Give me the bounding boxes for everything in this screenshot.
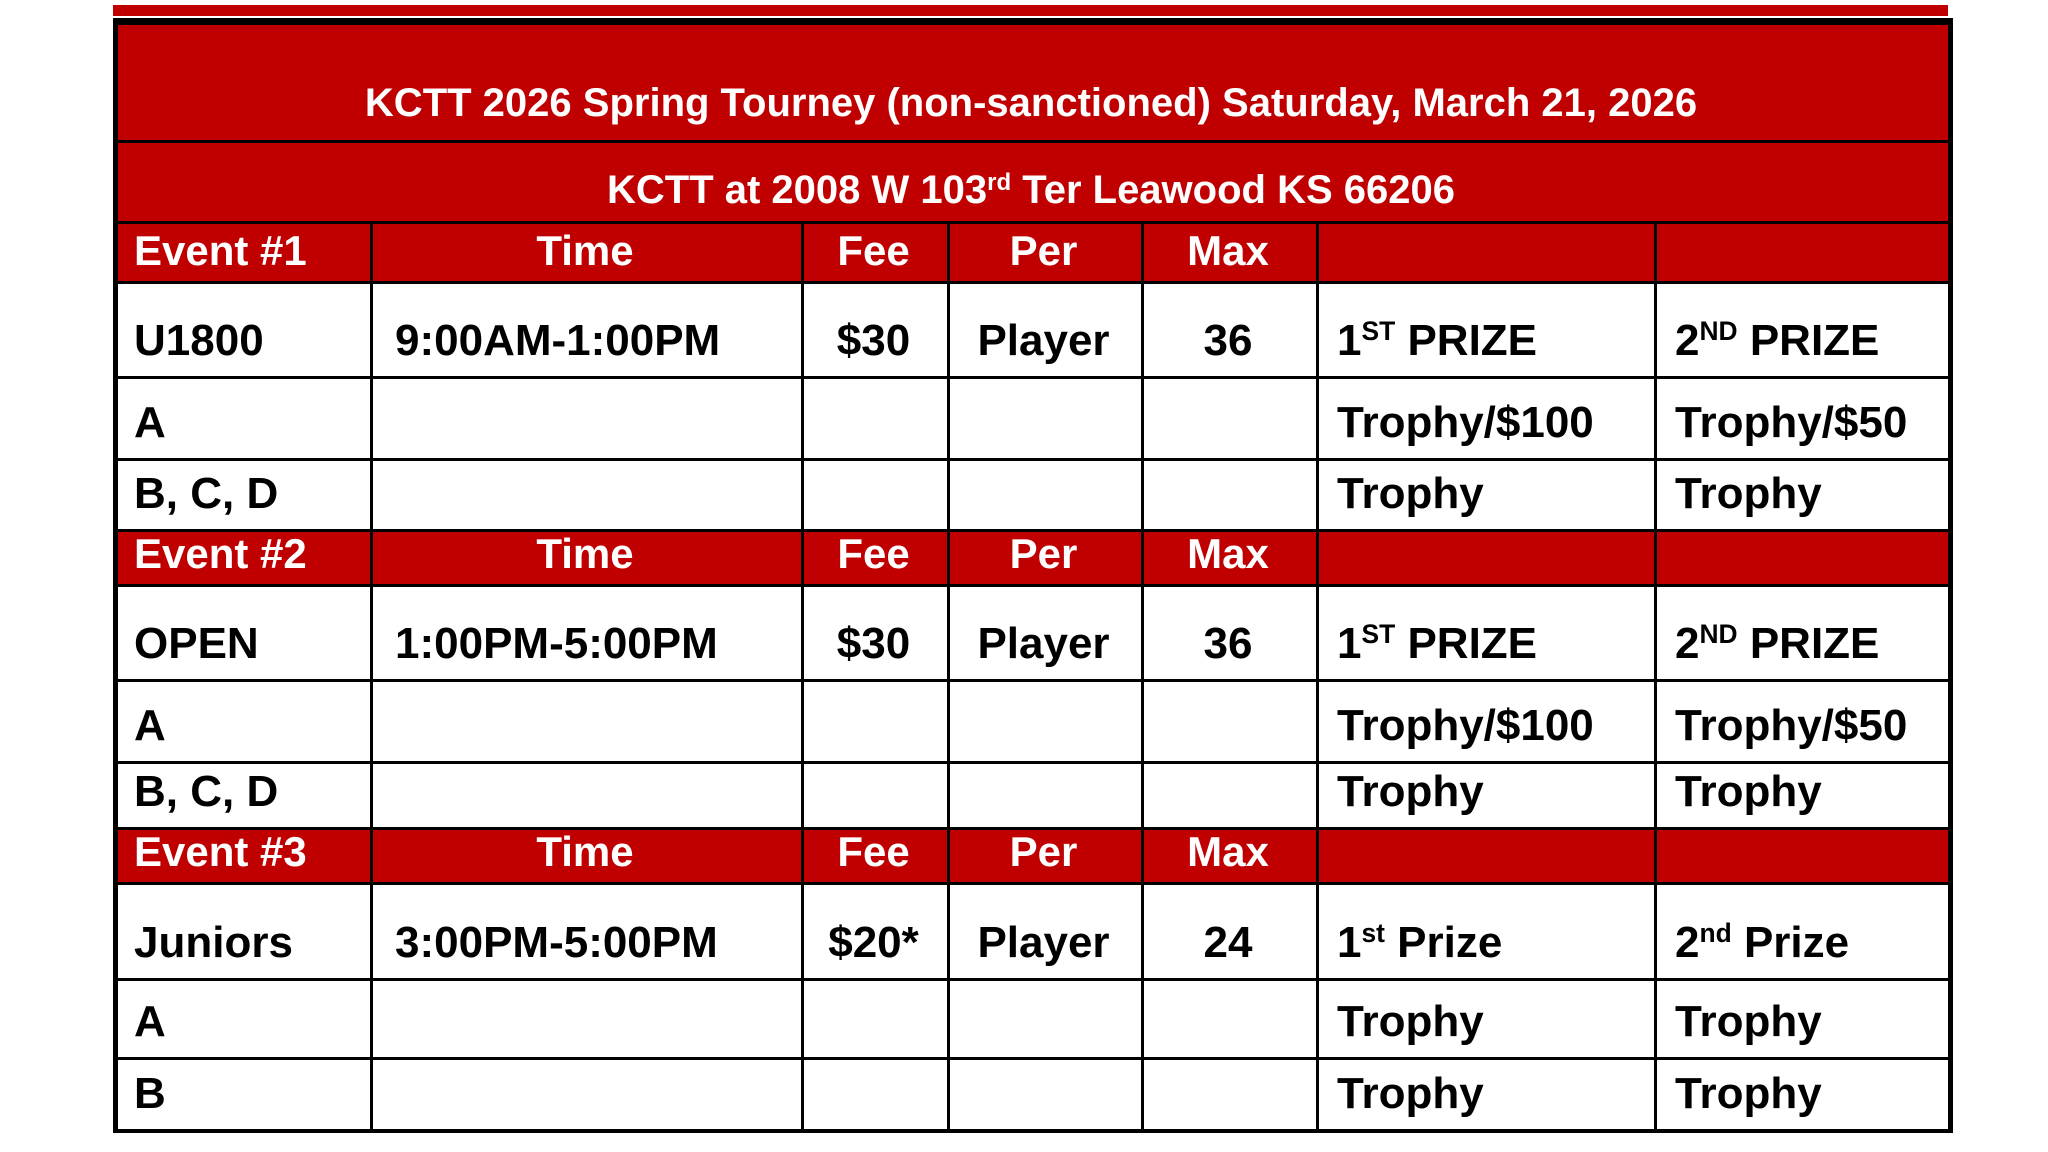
second-prize-header-cell (1656, 586, 1951, 681)
empty-header-cell (1656, 223, 1951, 283)
per-column-header: Per (949, 531, 1143, 586)
address-text: KCTT at 2008 W 103 (606, 168, 988, 212)
empty-cell (1143, 1059, 1318, 1131)
empty-cell (372, 378, 803, 460)
ordinal-suffix: nd (1699, 918, 1732, 949)
empty-cell (803, 378, 949, 460)
empty-header-cell (1318, 531, 1656, 586)
first-prize-cell: Trophy (1318, 980, 1656, 1059)
per-cell: Player (949, 283, 1143, 378)
per-cell: Player (949, 884, 1143, 980)
time-cell: 1:00PM-5:00PM (372, 586, 803, 681)
empty-cell (949, 980, 1143, 1059)
prize-text-tail: PRIZE (1395, 315, 1538, 365)
empty-cell (949, 1059, 1143, 1131)
empty-cell (372, 460, 803, 531)
ordinal-suffix-rd: rd (987, 168, 1012, 196)
first-prize-cell: Trophy (1318, 1059, 1656, 1131)
second-prize-cell: Trophy (1656, 763, 1951, 829)
prize-text: 1 (1337, 918, 1362, 967)
max-cell: 36 (1143, 283, 1318, 378)
empty-cell (372, 763, 803, 829)
event-name-cell: U1800 (116, 283, 372, 378)
empty-cell (1143, 681, 1318, 763)
ordinal-suffix: ST (1361, 619, 1396, 650)
prize-text-tail: Prize (1731, 918, 1850, 967)
prize-text-tail: PRIZE (1737, 618, 1880, 668)
prize-text-tail: PRIZE (1395, 618, 1538, 668)
event-3-label: Event #3 (116, 829, 372, 884)
tournament-table (113, 18, 1953, 1133)
prize-text: 2 (1675, 618, 1700, 668)
division-cell: B, C, D (116, 763, 372, 829)
prize-text: 1 (1337, 618, 1362, 668)
per-column-header: Per (949, 223, 1143, 283)
event-name-cell: Juniors (116, 884, 372, 980)
second-prize-cell: Trophy/$50 (1656, 378, 1951, 460)
tournament-flyer (113, 5, 1948, 1133)
ordinal-suffix: ND (1699, 619, 1738, 650)
empty-cell (803, 980, 949, 1059)
empty-cell (949, 378, 1143, 460)
time-column-header: Time (372, 829, 803, 884)
empty-header-cell (1318, 223, 1656, 283)
division-cell: A (116, 980, 372, 1059)
first-prize-cell: Trophy (1318, 763, 1656, 829)
venue-address (116, 142, 1951, 223)
empty-cell (803, 460, 949, 531)
empty-cell (803, 763, 949, 829)
tournament-title: KCTT 2026 Spring Tourney (non-sanctioned) Saturday, March 21, 2026 (116, 22, 1951, 142)
event-2-label: Event #2 (116, 531, 372, 586)
division-cell: B, C, D (116, 460, 372, 531)
second-prize-cell: Trophy (1656, 980, 1951, 1059)
max-cell: 24 (1143, 884, 1318, 980)
division-cell: B (116, 1059, 372, 1131)
first-prize-header-cell (1318, 586, 1656, 681)
empty-cell (803, 1059, 949, 1131)
second-prize-cell: Trophy/$50 (1656, 681, 1951, 763)
event-1-label: Event #1 (116, 223, 372, 283)
first-prize-cell: Trophy (1318, 460, 1656, 531)
prize-text: 1 (1337, 315, 1362, 365)
prize-text: 2 (1675, 918, 1700, 967)
time-column-header: Time (372, 223, 803, 283)
max-column-header: Max (1143, 531, 1318, 586)
empty-header-cell (1656, 829, 1951, 884)
empty-cell (803, 681, 949, 763)
empty-cell (949, 460, 1143, 531)
division-cell: A (116, 378, 372, 460)
fee-column-header: Fee (803, 223, 949, 283)
time-cell: 3:00PM-5:00PM (372, 884, 803, 980)
empty-cell (372, 1059, 803, 1131)
ordinal-suffix: st (1361, 918, 1385, 949)
prize-text-tail: PRIZE (1737, 315, 1880, 365)
fee-column-header: Fee (803, 531, 949, 586)
fee-cell: $20* (803, 884, 949, 980)
first-prize-cell: Trophy/$100 (1318, 378, 1656, 460)
empty-cell (1143, 460, 1318, 531)
second-prize-header-cell (1656, 884, 1951, 980)
prize-text: 2 (1675, 315, 1700, 365)
time-column-header: Time (372, 531, 803, 586)
max-cell: 36 (1143, 586, 1318, 681)
empty-cell (949, 763, 1143, 829)
fee-cell: $30 (803, 586, 949, 681)
first-prize-cell: Trophy/$100 (1318, 681, 1656, 763)
second-prize-header-cell (1656, 283, 1951, 378)
first-prize-header-cell (1318, 283, 1656, 378)
empty-header-cell (1656, 531, 1951, 586)
empty-cell (372, 681, 803, 763)
prize-text-tail: Prize (1384, 918, 1503, 967)
fee-column-header: Fee (803, 829, 949, 884)
ordinal-suffix: ND (1699, 316, 1738, 347)
empty-cell (372, 980, 803, 1059)
empty-cell (1143, 763, 1318, 829)
second-prize-cell: Trophy (1656, 460, 1951, 531)
per-column-header: Per (949, 829, 1143, 884)
empty-cell (1143, 980, 1318, 1059)
ordinal-suffix: ST (1361, 316, 1396, 347)
division-cell: A (116, 681, 372, 763)
time-cell: 9:00AM-1:00PM (372, 283, 803, 378)
per-cell: Player (949, 586, 1143, 681)
empty-header-cell (1318, 829, 1656, 884)
top-red-strip (113, 5, 1948, 16)
first-prize-header-cell (1318, 884, 1656, 980)
max-column-header: Max (1143, 223, 1318, 283)
fee-cell: $30 (803, 283, 949, 378)
event-name-cell: OPEN (116, 586, 372, 681)
address-text-tail: Ter Leawood KS 66206 (1011, 168, 1455, 212)
empty-cell (949, 681, 1143, 763)
second-prize-cell: Trophy (1656, 1059, 1951, 1131)
max-column-header: Max (1143, 829, 1318, 884)
empty-cell (1143, 378, 1318, 460)
